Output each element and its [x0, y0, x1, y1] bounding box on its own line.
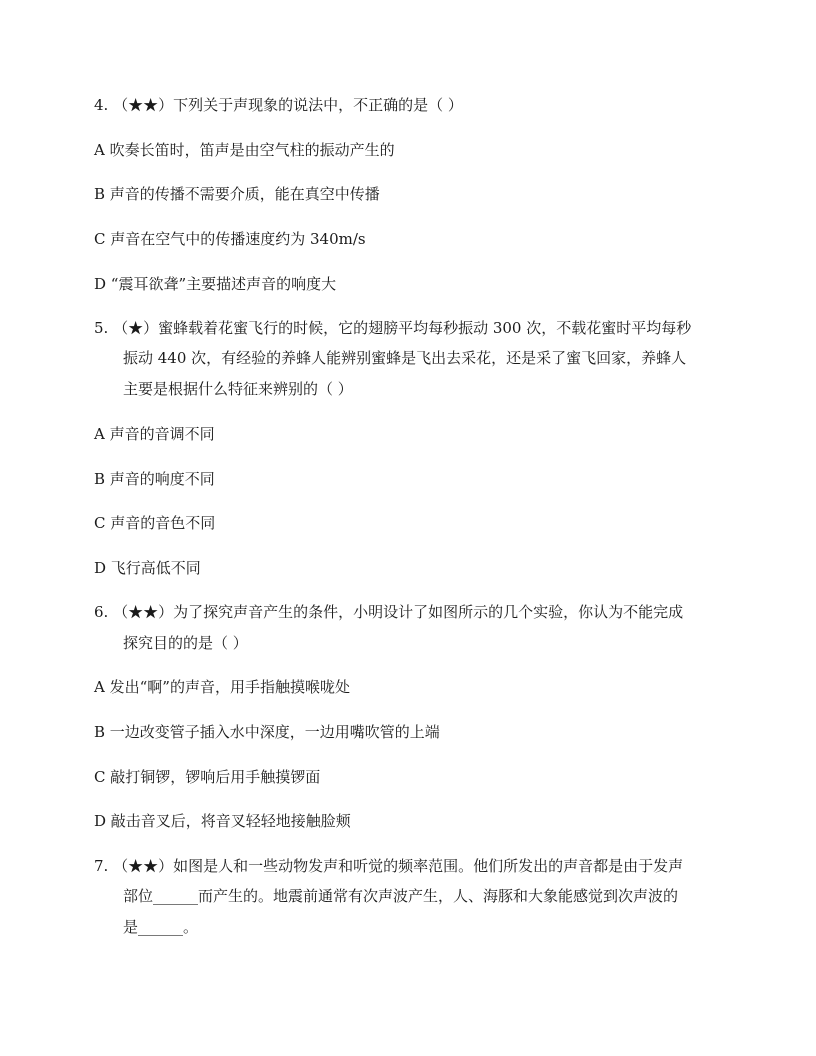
question-6-option-a: A 发出“啊”的声音，用手指触摸喉咙处 [94, 678, 350, 696]
question-4-option-d: D “震耳欲聋”主要描述声音的响度大 [94, 275, 337, 293]
question-5-stem-line-3: 主要是根据什么特征来辨别的（ ） [123, 380, 353, 398]
question-7-stem-line-1: 7. （★★）如图是人和一些动物发声和听觉的频率范围。他们所发出的声音都是由于发声 [94, 857, 684, 875]
question-5-stem-line-1: 5. （★）蜜蜂载着花蜜飞行的时候，它的翅膀平均每秒振动 300 次，不载花蜜时平均每秒 [94, 319, 692, 337]
question-6-option-b: B 一边改变管子插入水中深度，一边用嘴吹管的上端 [94, 723, 440, 741]
question-5-option-d: D 飞行高低不同 [94, 559, 201, 577]
question-6-stem-line-1: 6. （★★）为了探究声音产生的条件，小明设计了如图所示的几个实验，你认为不能完成 [94, 603, 684, 621]
question-4-option-a: A 吹奏长笛时，笛声是由空气柱的振动产生的 [94, 141, 395, 159]
question-5-option-c: C 声音的音色不同 [94, 514, 216, 532]
question-7-stem-line-3: 是______。 [123, 918, 199, 936]
question-6-option-d: D 敲击音叉后，将音叉轻轻地接触脸颊 [94, 812, 351, 830]
question-7-stem-line-2: 部位______而产生的。地震前通常有次声波产生，人、海豚和大象能感觉到次声波的 [123, 887, 679, 905]
question-4-stem: 4. （★★）下列关于声现象的说法中，不正确的是（ ） [94, 96, 463, 114]
question-6-option-c: C 敲打铜锣，锣响后用手触摸锣面 [94, 768, 321, 786]
question-6-stem-line-2: 探究目的的是（ ） [123, 634, 248, 652]
question-5-stem-line-2: 振动 440 次，有经验的养蜂人能辨别蜜蜂是飞出去采花，还是采了蜜飞回家，养蜂人 [123, 349, 687, 367]
question-4-option-b: B 声音的传播不需要介质，能在真空中传播 [94, 185, 380, 203]
question-4-option-c: C 声音在空气中的传播速度约为 340m/s [94, 230, 366, 248]
question-5-option-a: A 声音的音调不同 [94, 425, 215, 443]
question-5-option-b: B 声音的响度不同 [94, 470, 215, 488]
